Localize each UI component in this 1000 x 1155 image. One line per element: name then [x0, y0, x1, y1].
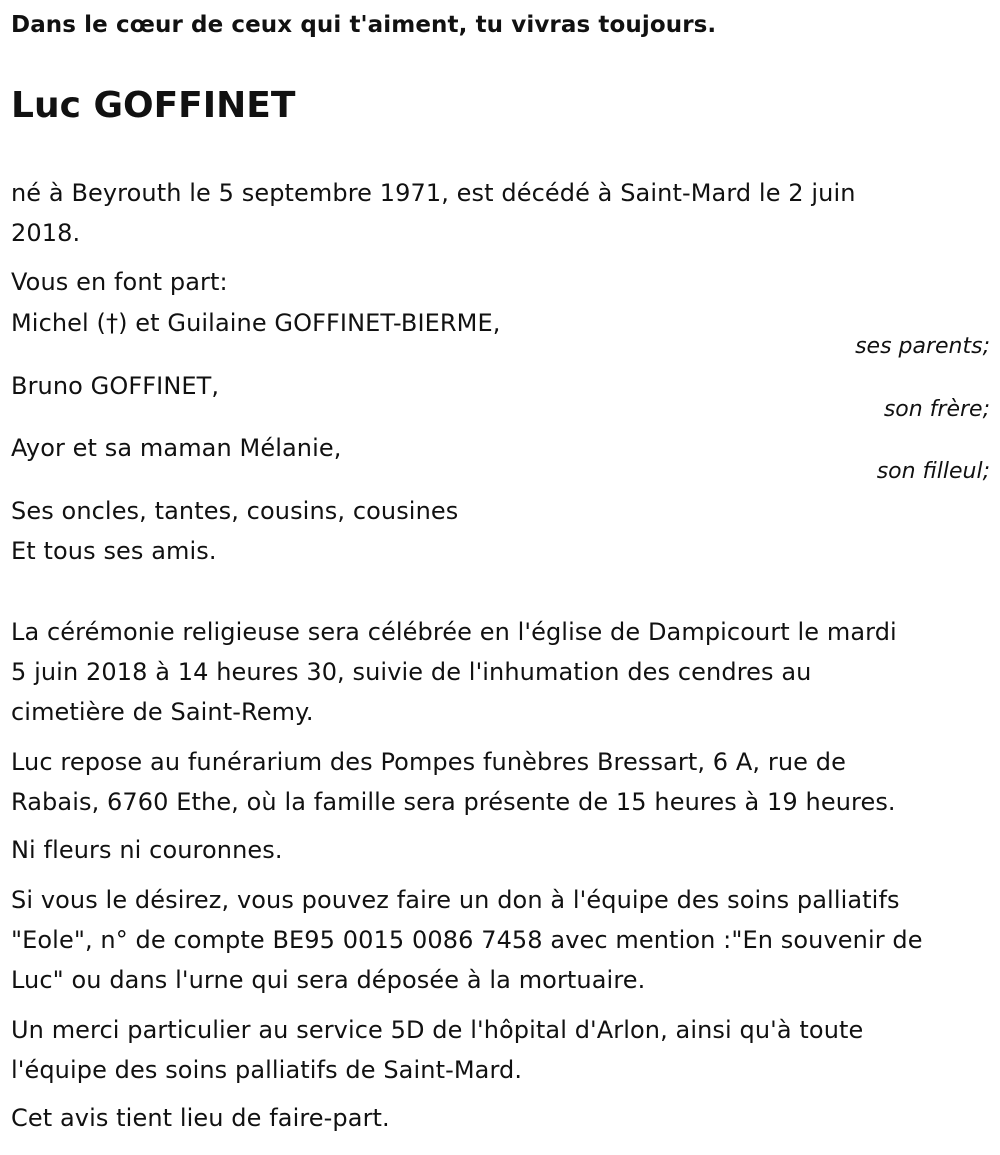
donation-line: "Eole", n° de compte BE95 0015 0086 7458 avec mention :"En souvenir de [11, 926, 923, 954]
repose-line: Rabais, 6760 Ethe, où la famille sera présente de 15 heures à 19 heures. [11, 788, 896, 816]
ceremony-line: La cérémonie religieuse sera célébrée en l'église de Dampicourt le mardi [11, 618, 897, 646]
donation-line: Si vous le désirez, vous pouvez faire un don à l'équipe des soins palliatifs [11, 886, 900, 914]
deceased-name: Luc GOFFINET [11, 85, 296, 126]
family-member-role: son filleul; [876, 459, 990, 484]
family-member-name: Michel (†) et Guilaine GOFFINET-BIERME, [11, 309, 501, 337]
ceremony-line: cimetière de Saint-Remy. [11, 698, 314, 726]
thanks-paragraph [11, 1010, 991, 1090]
donation-line: Luc" ou dans l'urne qui sera déposée à la mortuaire. [11, 966, 646, 994]
ceremony-paragraph [11, 612, 991, 732]
family-member-name: Bruno GOFFINET, [11, 372, 220, 400]
birth-death-line: 2018. [11, 219, 81, 247]
announcement-intro: Vous en font part: [11, 268, 228, 296]
others-paragraph [11, 491, 991, 571]
donation-paragraph [11, 880, 991, 1000]
no-flowers-note: Ni fleurs ni couronnes. [11, 836, 283, 864]
others-line: Ses oncles, tantes, cousins, cousines [11, 497, 459, 525]
others-line: Et tous ses amis. [11, 537, 217, 565]
closing-note: Cet avis tient lieu de faire-part. [11, 1104, 390, 1132]
family-member-name: Ayor et sa maman Mélanie, [11, 434, 342, 462]
epigraph: Dans le cœur de ceux qui t'aiment, tu vivras toujours. [11, 12, 717, 38]
family-member-role: ses parents; [855, 334, 990, 359]
birth-death-line: né à Beyrouth le 5 septembre 1971, est décédé à Saint-Mard le 2 juin [11, 179, 856, 207]
birth-death-paragraph [11, 173, 991, 253]
thanks-line: Un merci particulier au service 5D de l'hôpital d'Arlon, ainsi qu'à toute [11, 1016, 864, 1044]
repose-paragraph [11, 742, 991, 822]
family-member-role: son frère; [883, 397, 990, 422]
thanks-line: l'équipe des soins palliatifs de Saint-Mard. [11, 1056, 523, 1084]
repose-line: Luc repose au funérarium des Pompes funèbres Bressart, 6 A, rue de [11, 748, 846, 776]
ceremony-line: 5 juin 2018 à 14 heures 30, suivie de l'inhumation des cendres au [11, 658, 812, 686]
